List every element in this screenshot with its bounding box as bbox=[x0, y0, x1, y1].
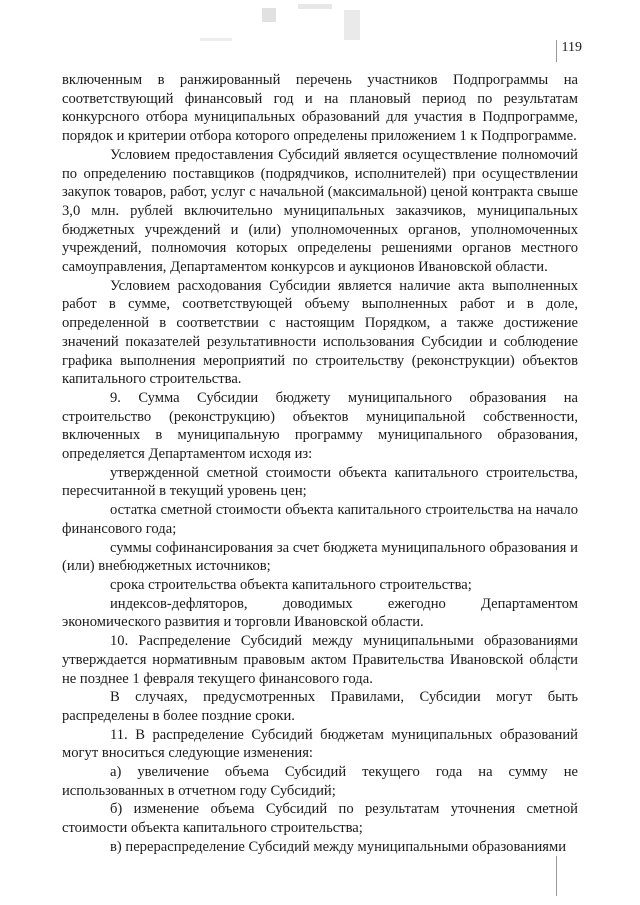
scan-edge-line bbox=[556, 40, 557, 62]
paragraph: В случаях, предусмотренных Правилами, Субсидии могут быть распределены в более поздние сроки. bbox=[62, 689, 578, 724]
paragraph: Условием предоставления Субсидий является осуществление полномочий по определению поставщиков (подрядчиков, исполнителей) при осуществлении закупок товаров, работ, услуг с начальной (максимальной) ценой контракта свыше 3,0 млн. рублей включительно муниципальных заказчиков, муниципальных бюджетных учреждений и (или) уполномоченных органов, уполномоченных учреждений, полномочия которых определены решениями органов местного самоуправления, Департаментом конкурсов и аукционов Ивановской области. bbox=[62, 146, 578, 276]
body-text bbox=[62, 71, 578, 857]
list-item: в) перераспределение Субсидий между муниципальными образованиями bbox=[110, 838, 567, 855]
scan-artifact bbox=[344, 10, 360, 40]
paragraph: Условием расходования Субсидии является наличие акта выполненных работ в сумме, соответствующей объему выполненных работ и в доле, определенной в соответствии с настоящим Порядком, а также достижение значений показателей результативности использования Субсидии и соблюдение графика выполнения мероприятий по строительству (реконструкции) объектов капитального строительства. bbox=[62, 277, 578, 388]
paragraph: 9. Сумма Субсидии бюджету муниципального образования на строительство (реконструкцию) объектов муниципальной собственности, включенных в муниципальную программу муниципального образования, определяется Департаментом исходя из: bbox=[62, 389, 578, 463]
scan-artifact bbox=[262, 8, 276, 22]
scan-artifact bbox=[200, 38, 232, 41]
list-item: а) увеличение объема Субсидий текущего года на сумму не использованных в отчетном году Субсидий; bbox=[62, 764, 578, 799]
page-number: 119 bbox=[561, 40, 582, 55]
paragraph: включенным в ранжированный перечень участников Подпрограммы на соответствующий финансовый год и на плановый период по результатам конкурсного отбора муниципальных образований для участия в Подпрограмме, порядок и критерии отбора которого определены приложением 1 к Подпрограмме. bbox=[62, 72, 578, 145]
list-item: утвержденной сметной стоимости объекта капитального строительства, пересчитанной в текущий уровень цен; bbox=[62, 464, 578, 500]
list-item: индексов-дефляторов, доводимых ежегодно Департаментом экономического развития и торговли Ивановской области. bbox=[62, 595, 578, 631]
list-item: срока строительства объекта капитального строительства; bbox=[110, 576, 472, 593]
scan-artifact bbox=[298, 4, 332, 9]
list-item: б) изменение объема Субсидий по результатам уточнения сметной стоимости объекта капитального строительства; bbox=[62, 801, 578, 837]
scan-edge-line bbox=[556, 856, 557, 896]
paragraph: 10. Распределение Субсидий между муниципальными образованиями утверждается нормативным правовым актом Правительства Ивановской области не позднее 1 февраля текущего финансового года. bbox=[62, 633, 578, 687]
list-item: суммы софинансирования за счет бюджета муниципального образования и (или) внебюджетных источников; bbox=[62, 539, 578, 575]
list-item: остатка сметной стоимости объекта капитального строительства на начало финансового года; bbox=[62, 502, 578, 537]
paragraph: 11. В распределение Субсидий бюджетам муниципальных образований могут вноситься следующие изменения: bbox=[62, 726, 578, 762]
